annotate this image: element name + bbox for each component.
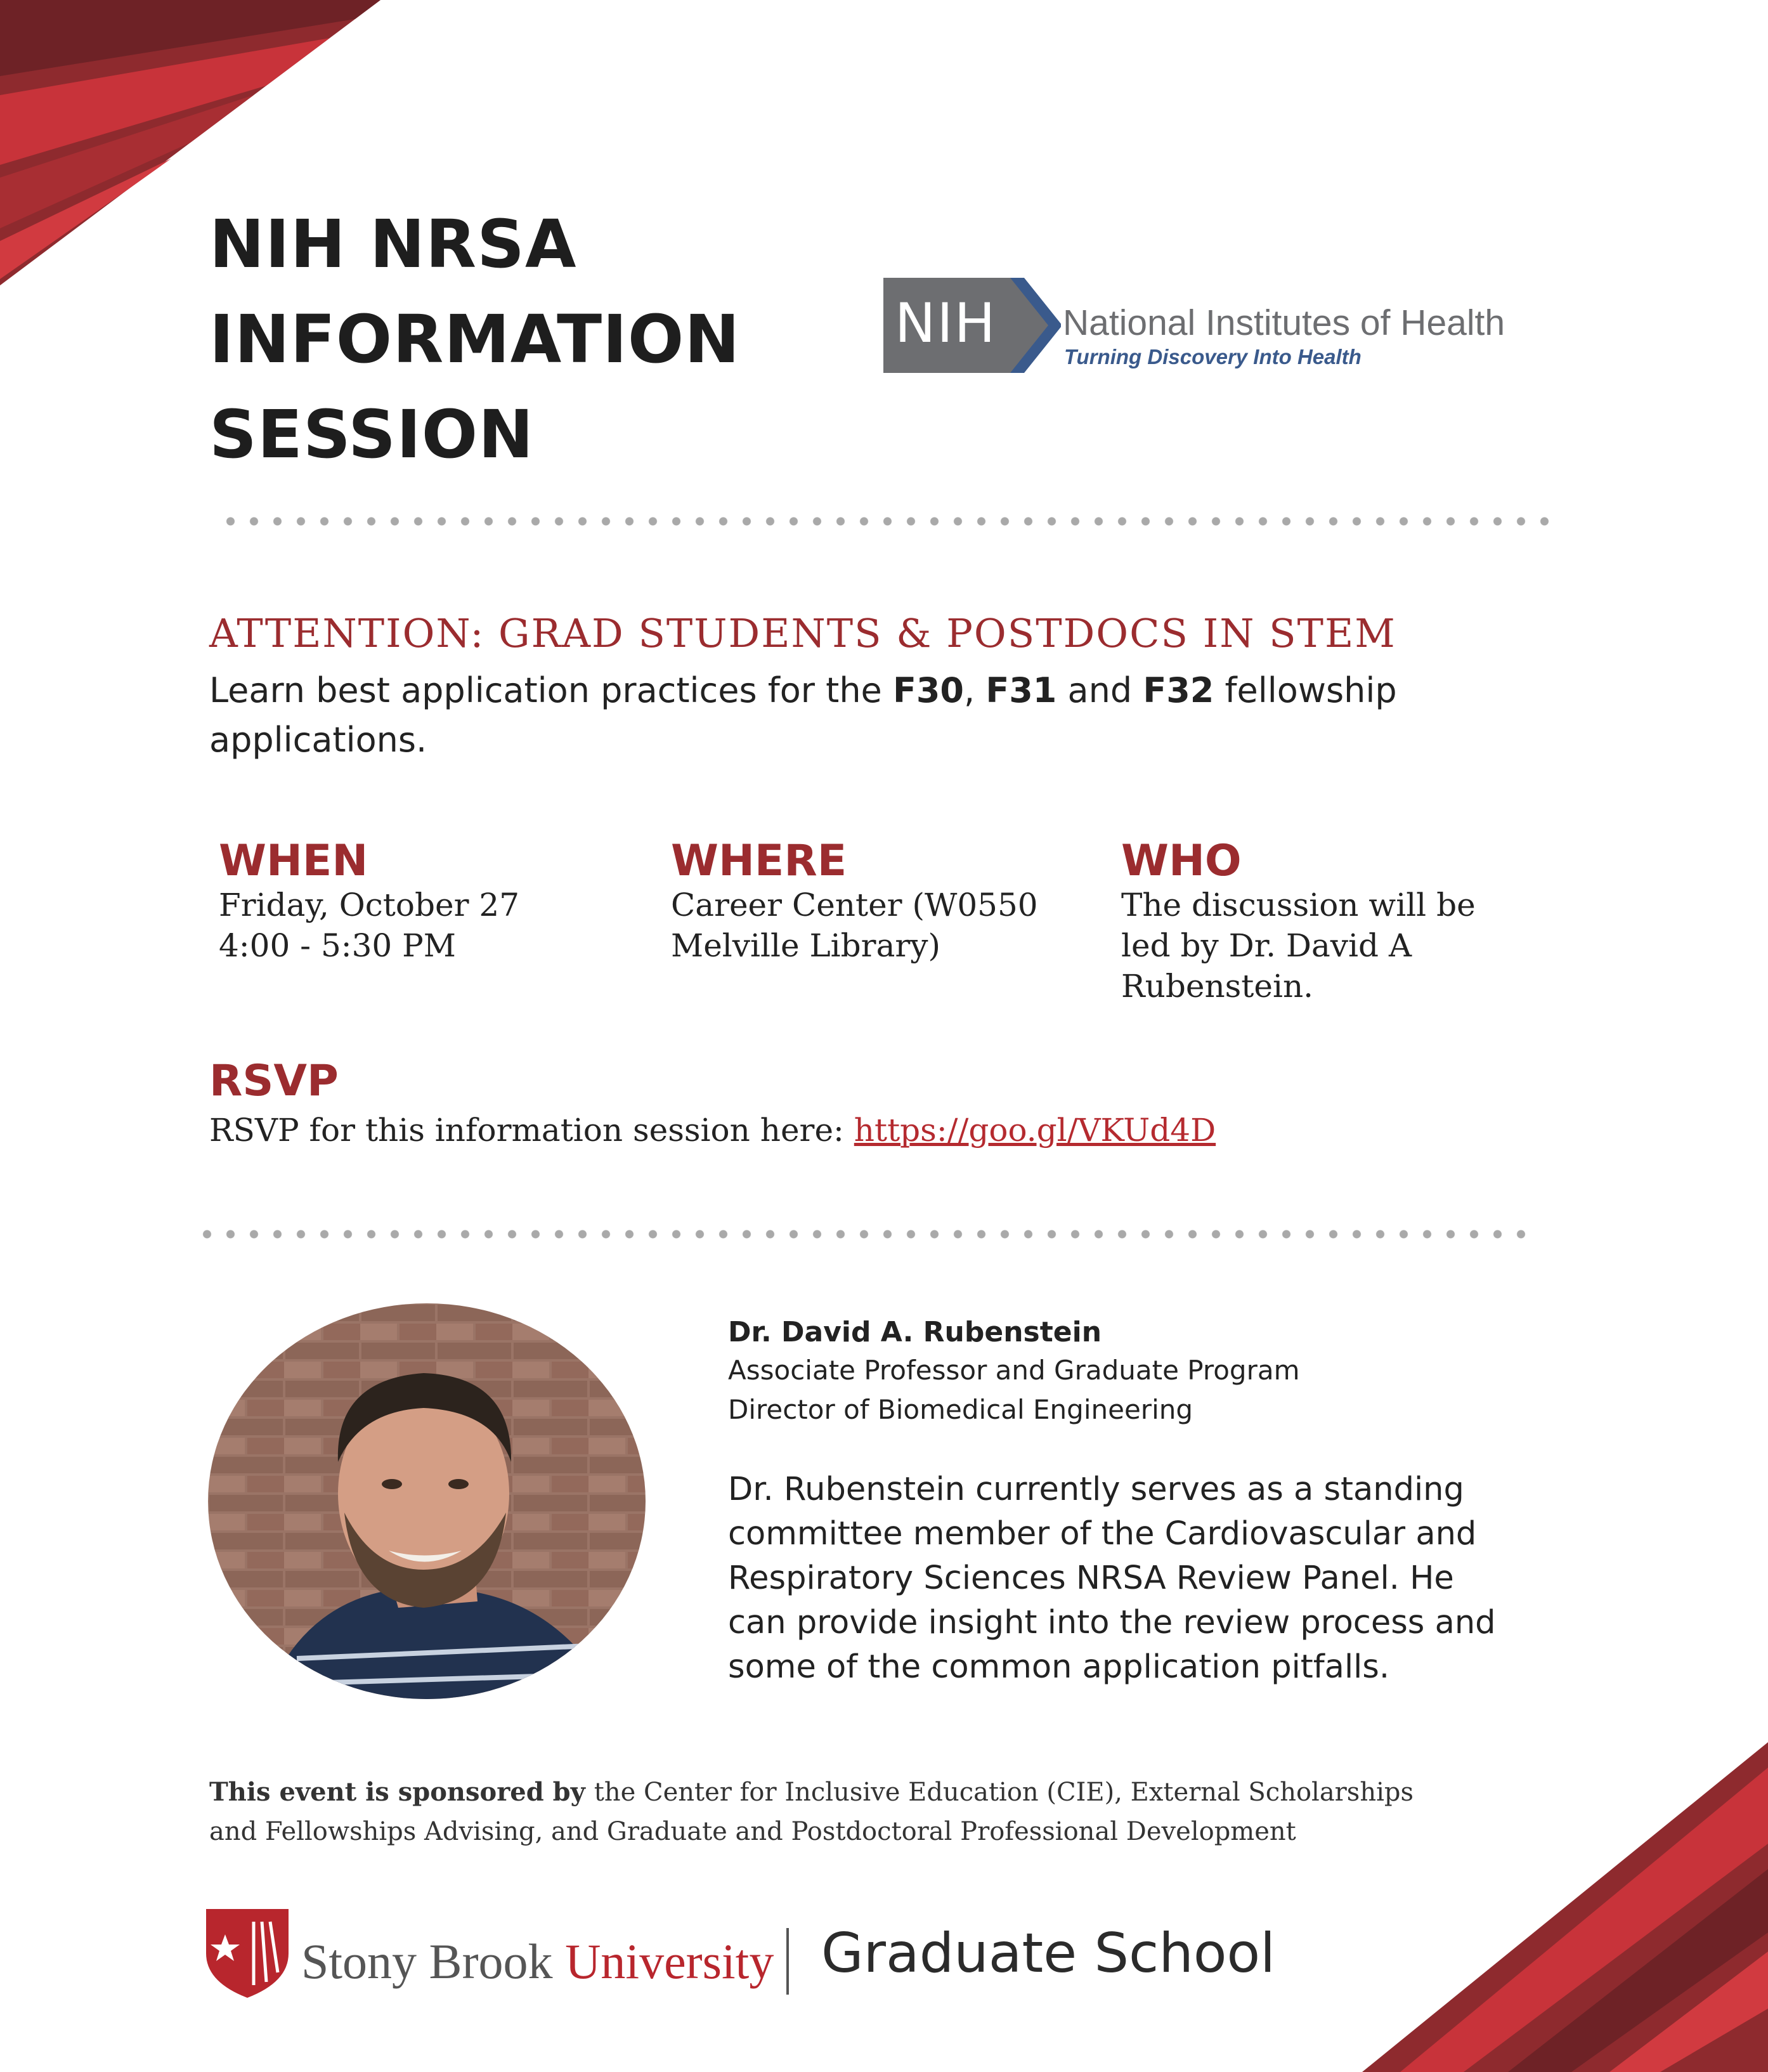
fellowship-f32: F32: [1143, 670, 1214, 710]
where-line-1: Career Center (W0550: [671, 887, 1038, 923]
page-title: [209, 197, 740, 482]
sponsor-line-1-text: the Center for Inclusive Education (CIE), External Scholarships: [594, 1778, 1414, 1807]
where-line-2: Melville Library): [671, 927, 941, 964]
who-line-1: The discussion will be: [1121, 887, 1476, 923]
speaker-name: Dr. David A. Rubenstein: [728, 1316, 1102, 1348]
speaker-title-line-2: Director of Biomedical Engineering: [728, 1394, 1193, 1425]
lead-line-1: [209, 666, 1604, 715]
rsvp-text: RSVP for this information session here:: [209, 1112, 854, 1149]
title-line-2: INFORMATION: [209, 301, 741, 378]
fellowship-f30: F30: [892, 670, 964, 710]
bio-text-line-4: can provide insight into the review process and: [728, 1604, 1496, 1641]
rsvp-block: [209, 1056, 1216, 1150]
speaker-title-line-1: Associate Professor and Graduate Program: [728, 1355, 1300, 1386]
fellowship-f31: F31: [985, 670, 1057, 710]
who-block: [1121, 836, 1476, 1007]
rsvp-link[interactable]: https://goo.gl/VKUd4D: [854, 1112, 1216, 1149]
where-block: [671, 836, 1038, 966]
lead-line-2: applications.: [209, 720, 427, 760]
nih-logo: [883, 278, 1581, 373]
where-heading: WHERE: [671, 836, 847, 886]
sponsor-line-1: [209, 1773, 1604, 1812]
title-line-3: SESSION: [209, 396, 535, 473]
university-text: University: [565, 1934, 774, 1989]
bio-text-line-1: Dr. Rubenstein currently serves as a standing: [728, 1471, 1464, 1508]
attention-heading: ATTENTION: GRAD STUDENTS & POSTDOCS IN STEM: [209, 610, 1396, 656]
footer-separator: [786, 1928, 789, 1995]
speaker-photo: [208, 1303, 646, 1700]
when-heading: WHEN: [219, 836, 368, 886]
nih-abbrev: NIH: [895, 292, 997, 355]
rsvp-line: [209, 1110, 1216, 1150]
dotted-divider-bottom: [195, 1230, 1540, 1239]
nih-tagline: Turning Discovery Into Health: [1064, 345, 1362, 368]
sponsor-note: [209, 1773, 1604, 1851]
who-line-3: Rubenstein.: [1121, 968, 1314, 1005]
footer-logos: [206, 1909, 1284, 2004]
sponsor-line-2: and Fellowships Advising, and Graduate and Postdoctoral Professional Development: [209, 1817, 1296, 1846]
who-line-2: led by Dr. David A: [1121, 927, 1412, 964]
lead-text-after: fellowship: [1214, 670, 1397, 710]
bio-text-line-5: some of the common application pitfalls.: [728, 1648, 1390, 1686]
stony-brook-wordmark: [301, 1933, 774, 1990]
lead-text-before: Learn best application practices for the: [209, 670, 893, 710]
graduate-school-text: Graduate School: [821, 1922, 1275, 1985]
rsvp-heading: RSVP: [209, 1056, 339, 1106]
when-block: [219, 836, 519, 966]
lead-comma: ,: [964, 670, 986, 710]
title-line-1: NIH NRSA: [209, 205, 577, 283]
stony-brook-shield-icon: [206, 1909, 289, 1998]
speaker-bio: [728, 1316, 1571, 1690]
stony-brook-text: Stony Brook: [301, 1934, 566, 1989]
sponsor-bold: This event is sponsored by: [209, 1777, 594, 1807]
lead-and: and: [1056, 670, 1143, 710]
when-time: 4:00 - 5:30 PM: [219, 927, 456, 964]
who-heading: WHO: [1121, 836, 1242, 886]
nih-name: National Institutes of Health: [1063, 303, 1505, 343]
when-date: Friday, October 27: [219, 887, 519, 923]
bio-text-line-2: committee member of the Cardiovascular and: [728, 1515, 1477, 1553]
dotted-divider-top: [219, 517, 1563, 526]
lead-paragraph: [209, 666, 1604, 765]
bio-text-line-3: Respiratory Sciences NRSA Review Panel. He: [728, 1560, 1454, 1597]
